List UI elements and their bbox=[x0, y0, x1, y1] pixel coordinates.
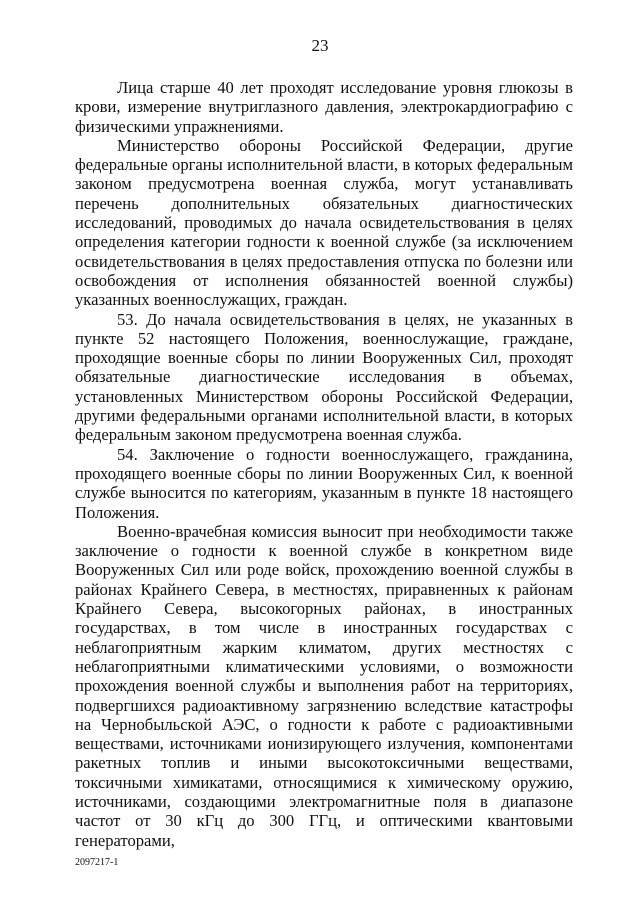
paragraph-medical-commission: Военно-врачебная комиссия выносит при необходимости также заключение о годности к военной службе в конкретном виде Вооруженных Сил или роде войск, прохождению военной службы в районах Крайнего Севера, в местностях, приравненных к районам Крайнего Севера, высокогорных районах, в иностранных государствах, в том числе в иностранных государствах с неблагоприятным жарким климатом, других местностях с неблагоприятными климатическими условиями, о возможности прохождения военной службы и выполнения работ на территориях, подвергшихся радиоактивному загрязнению вследствие катастрофы на Чернобыльской АЭС, о годности к работе с радиоактивными веществами, источниками ионизирующего излучения, компонентами ракетных топлив и иными высокотоксичными веществами, токсичными химикатами, относящимися к химическому оружию, источниками, создающими электромагнитные поля в диапазоне частот от 30 кГц до 300 ГГц, и оптическими квантовыми генераторами, bbox=[75, 521, 573, 850]
paragraph-glucose-tests: Лица старше 40 лет проходят исследование уровня глюкозы в крови, измерение внутриглазного давления, электрокардиографию с физическими упражнениями. bbox=[75, 78, 573, 136]
page-number: 23 bbox=[311, 36, 329, 55]
paragraph-item-54: 54. Заключение о годности военнослужащего, гражданина, проходящего военные сборы по линии Вооруженных Сил, к военной службе выносится по категориям, указанным в пункте 18 настоящего Положения. bbox=[75, 444, 573, 522]
paragraph-ministry-additional-tests: Министерство обороны Российской Федерации, другие федеральные органы исполнительной власти, в которых федеральным законом предусмотрена военная служба, могут устанавливать перечень дополнительных обязательных диагностических исследований, проводимых до начала освидетельствования в целях определения категории годности к военной службе (за исключением освидетельствования в целях предоставления отпуска по болезни или освобождения от исполнения обязанностей военной службы) указанных военнослужащих, граждан. bbox=[75, 135, 573, 310]
document-body bbox=[75, 78, 573, 850]
document-code: 2097217-1 bbox=[75, 857, 119, 868]
paragraph-item-53: 53. До начала освидетельствования в целях, не указанных в пункте 52 настоящего Положения, военнослужащие, граждане, проходящие военные сборы по линии Вооруженных Сил, проходят обязательные диагностические исследования в объемах, установленных Министерством обороны Российской Федерации, другими федеральными органами исполнительной власти, в которых федеральным законом предусмотрена военная служба. bbox=[75, 309, 573, 445]
